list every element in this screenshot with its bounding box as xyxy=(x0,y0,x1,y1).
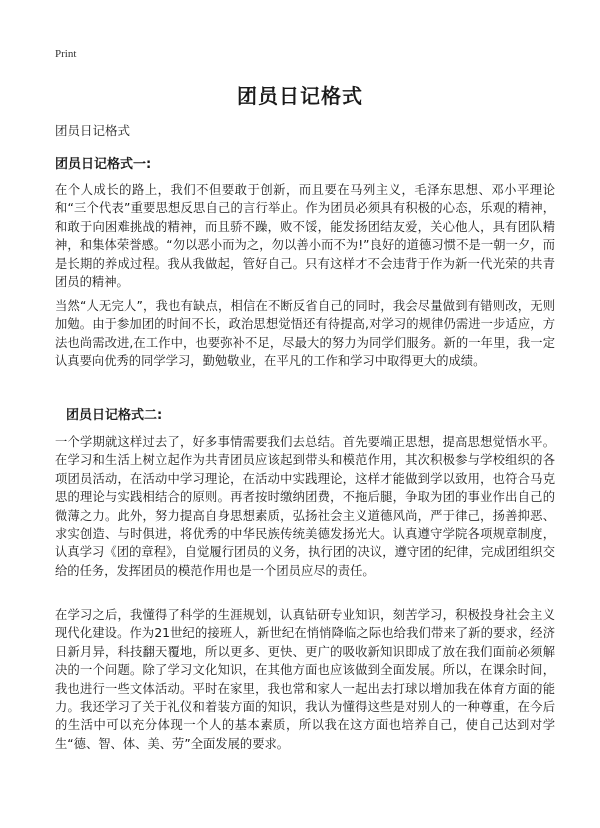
section-heading-2: 团员日记格式二: xyxy=(66,408,163,423)
section1-paragraph-2: 当然“人无完人”，我也有缺点，相信在不断反省自己的同时，我会尽量做到有错则改，无则加勉。由于参加团的时间不长，政治思想觉悟还有待提高,对学习的规律仍需进一步适应，方法也尚需改进,在工作中，也要弥补不足，尽最大的努力为同学们服务。新的一年里，我一定认真要向优秀的同学学习，勤勉敬业，在平凡的工作和学习中取得更大的成绩。 xyxy=(55,299,555,369)
document-title: 团员日记格式 xyxy=(237,84,363,108)
section2-paragraph-2: 在学习之后，我懂得了科学的生涯规划，认真钻研专业知识，刻苦学习，积极投身社会主义现代化建设。作为21世纪的接班人，新世纪在悄悄降临之际也给我们带来了新的要求，经济日新月异，科技翻天覆地，所以更多、更快、更广的吸收新知识即成了放在我们面前必须解决的一个问题。除了学习文化知识，在其他方面也应该做到全面发展。所以，在课余时间，我也进行一些文体活动。平时在家里，我也常和家人一起出去打球以增加我在体育方面的能力。我还学习了关于礼仪和着装方面的知识，我认为懂得这些是对别人的一种尊重，在今后的生活中可以充分体现一个人的基本素质，所以我在这方面也培养自己，使自己达到对学生“德、智、体、美、劳”全面发展的要求。 xyxy=(55,608,555,751)
section-heading-1: 团员日记格式一: xyxy=(55,157,152,172)
document-subtitle: 团员日记格式 xyxy=(55,123,131,138)
section1-paragraph-1: 在个人成长的路上，我们不但要敢于创新，而且要在马列主义，毛泽东思想、邓小平理论和“三个代表”重要思想反思自己的言行举止。作为团员必须具有积极的心态，乐观的精神，和敢于向困难挑战的精神，而且骄不躁，败不馁，能发扬团结友爱，关心他人，具有团队精神，和集体荣誉感。“勿以恶小而为之，勿以善小而不为!”良好的道德习惯不是一朝一夕，而是长期的养成过程。我从我做起，管好自己。只有这样才不会违背于作为新一代光荣的共青团员的精神。 xyxy=(55,183,555,290)
print-label: Print xyxy=(55,48,77,60)
section2-paragraph-1: 一个学期就这样过去了，好多事情需要我们去总结。首先要端正思想，提高思想觉悟水平。在学习和生活上树立起作为共青团员应该起到带头和模范作用，其次积极参与学校组织的各项团员活动，在活动中学习理论，在活动中实践理论，这样才能做到学以致用，也符合马克思的理论与实践相结合的原则。再者按时缴纳团费，不拖后腿，争取为团的事业作出自己的微薄之力。此外，努力提高自身思想素质，弘扬社会主义道德风尚，严于律己，扬善抑恶、求实创造、与时俱进，将优秀的中华民族传统美德发扬光大。认真遵守学院各项规章制度，认真学习《团的章程》，自觉履行团员的义务，执行团的决议，遵守团的纪律，完成团组织交给的任务，发挥团员的模范作用也是一个团员应尽的责任。 xyxy=(55,435,555,578)
